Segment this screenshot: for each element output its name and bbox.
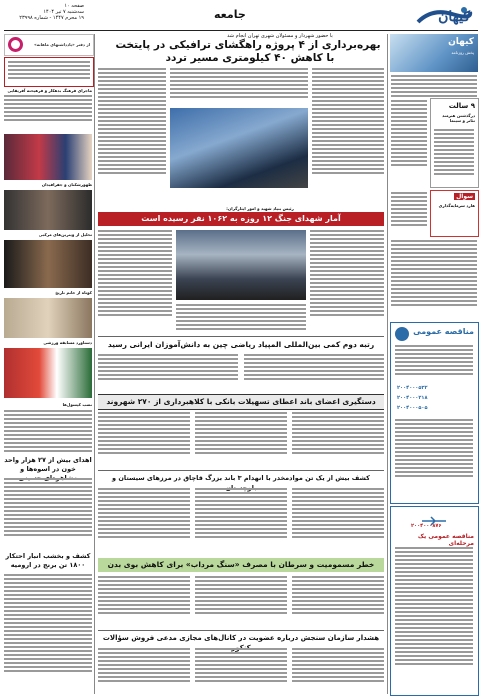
poisoning-banner [98, 558, 384, 572]
left-photo-caption-2: تحلیل از ویترین‌های مرکبی [38, 232, 92, 237]
logo-text: کیهان [438, 9, 470, 25]
issue-date: سه‌شنبه ۷ تیر ۱۴۰۴ [43, 9, 84, 15]
tender-code-1: ۲۰۰۴۰۰۰۵۳۲ [397, 385, 428, 391]
martyrs-headline: آمار شهدای جنگ ۱۲ روزه به ۱۰۶۲ نفر رسیده است [141, 214, 341, 223]
section-name: جامعه [214, 8, 246, 21]
right-text-block-4 [391, 240, 477, 308]
left-photo-5 [4, 348, 92, 398]
left-photo-caption-4: دستاورد مسابقه ورزشی [43, 340, 92, 345]
left-photo-caption-3: کوتاه از خانم تاریخ [55, 290, 92, 295]
left-news-item-1: ماجرای فرهنگ بدهکار و فرهیخته آفریقایی [7, 88, 92, 93]
tender-logo-icon [395, 327, 409, 341]
math-body-right [244, 354, 384, 382]
left-footer-headline: کشف و بخشب انبار احتکار ۱۸۰۰ تن برنج در ارومیه [5, 552, 91, 569]
math-body-left [98, 354, 238, 382]
lead-headline-2: با کاهش ۴۰ کیلومتری مسیر تردد [165, 52, 335, 64]
tender-code-3: ۲۰۰۴۰۰۰۵۰۵ [397, 405, 428, 411]
right-text-block-2 [391, 100, 427, 168]
poisoning-body-right [292, 576, 384, 616]
left-photo-3 [4, 240, 92, 288]
lead-body-col-left [98, 68, 166, 176]
martyrs-body-mid [176, 304, 306, 332]
right-box-2-title: سوال [456, 193, 473, 200]
smuggling-body-mid [195, 488, 287, 540]
smuggling-body-left [98, 488, 190, 540]
right-box-1-text: درگذشتن هنرمند تئاتر و سینما [442, 113, 475, 123]
left-news-item-2: نصب کپسول‌ها [62, 402, 92, 407]
left-brand-banner [4, 34, 94, 56]
tender-title: مناقصه عمومی [413, 327, 474, 336]
lead-kicker: با حضور شهردار و مسئولان شهری تهران انجام شد [227, 33, 333, 39]
math-headline: رتبه دوم کمی بین‌المللی المپیاد ریاضی چین به دانش‌آموزان ایرانی رسید [107, 340, 375, 349]
left-photo-2 [4, 190, 92, 230]
right-box-1-title: ۹ سالت [448, 102, 475, 110]
bank-body-mid [195, 412, 287, 456]
poisoning-body-mid [195, 576, 287, 616]
lead-body-col-right [312, 68, 384, 176]
exam-body-right [292, 648, 384, 684]
exam-body-left [98, 648, 190, 684]
bank-headline: دستگیری اعضای باند اعطای تسهیلات بانکی با کلاهبرداری از ۲۷۰ شهروند [106, 397, 376, 406]
left-bottom-headline: اهدای بیش از ۲۷ هزار واحد خون در اسوه‌ها و [4, 456, 92, 473]
lead-body-col-mid [170, 68, 308, 100]
right-box-1 [430, 98, 479, 188]
right-ad-image [390, 34, 478, 72]
masthead-rule [4, 30, 478, 31]
brand-logo-icon [8, 37, 23, 52]
right-box-2 [430, 190, 479, 237]
smuggling-rule [98, 470, 384, 471]
bottom-tender-code: ۲۰۰۴۰۰۰۸۷۶ [411, 523, 442, 529]
left-photo-4 [4, 298, 92, 338]
right-text-block-3 [391, 192, 427, 228]
left-text-block-4 [4, 574, 92, 674]
math-rule [98, 336, 384, 337]
left-red-box [4, 57, 94, 87]
logo [412, 4, 476, 30]
right-ad-subtitle: پخش روزنامه [451, 50, 474, 55]
smuggling-body-right [292, 488, 384, 540]
poisoning-headline: خطر مسمومیت و سرطان با مصرف «سنگ مرداب» برای کاهش بوی بدن [107, 560, 375, 569]
tender-ad [390, 322, 479, 504]
right-box-2-text: هارد سرمایه‌گذاری [438, 203, 475, 208]
bank-banner [98, 394, 384, 410]
left-photo-caption-1: ظهورشکنان و جفرافیدان [41, 182, 92, 187]
issue-page: صفحه ۱۰ [64, 3, 84, 9]
martyrs-body-left [98, 230, 172, 318]
bottom-tender-ad [390, 506, 479, 696]
left-text-block-2 [4, 410, 92, 454]
bottom-tender-title: مناقصه عمومی یک مرحله‌ای [417, 533, 474, 547]
left-column-divider [94, 34, 95, 694]
martyrs-caption: رئیس بنیاد شهید و امور ایثارگران: [226, 206, 294, 211]
left-photo-1 [4, 134, 92, 180]
right-text-block-1 [391, 75, 477, 99]
exam-headline: هشدار سازمان سنجش درباره عضویت در کانال‌های مجازی مدعی فروش سؤالات [102, 634, 380, 642]
left-text-block-1 [4, 95, 92, 123]
bank-body-left [98, 412, 190, 456]
poisoning-body-left [98, 576, 190, 616]
bank-body-right [292, 412, 384, 456]
issue-number: ۱۹ محرم ۱۴۴۷ - شماره ۲۳۹۹۸ [19, 15, 84, 21]
martyrs-banner [98, 212, 384, 226]
exam-rule [98, 630, 384, 631]
right-ad-title: کیهان [448, 37, 474, 47]
plane-icon [421, 511, 447, 521]
exam-body-mid [195, 648, 287, 684]
left-text-block-3 [4, 478, 92, 538]
brand-title: از دفتر «یادداشتهای ماهانه» [34, 42, 90, 47]
smuggling-headline: کشف بیش از یک تن موادمخدر با انهدام ۳ باند بزرگ قاچاق در مرزهای سیستان و [112, 474, 370, 482]
lead-headline-1: بهره‌برداری از ۴ پروژه راهگشای ترافیکی در پایتخت [115, 39, 381, 51]
martyrs-body-right [310, 230, 384, 318]
issue-info [4, 3, 84, 21]
tender-code-2: ۲۰۰۴۰۰۰۲۱۸ [397, 395, 428, 401]
lead-photo [170, 108, 308, 188]
martyrs-photo [176, 230, 306, 300]
right-column-divider [387, 34, 388, 694]
